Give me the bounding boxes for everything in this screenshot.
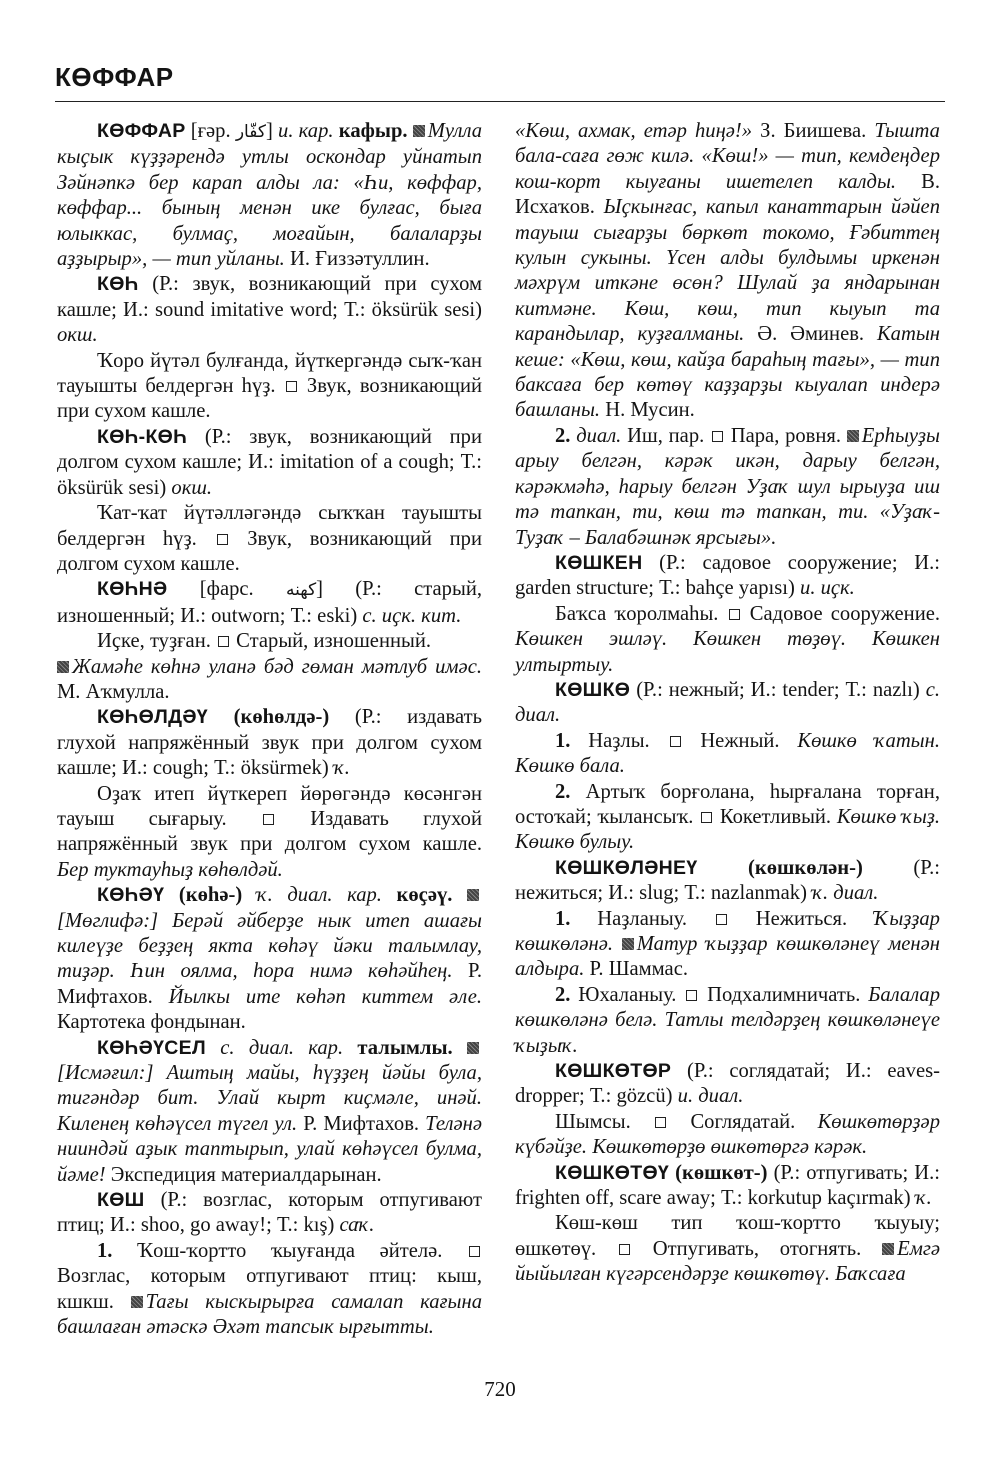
grammar-label: ҡ.	[915, 1187, 932, 1210]
example-marker-icon	[882, 1243, 894, 1255]
entry-koshko	[515, 678, 940, 729]
source: Ә. Әминев.	[757, 323, 865, 346]
headword: КӨҺӘҮ	[97, 884, 165, 907]
example-marker-icon	[413, 125, 425, 137]
entry-koh	[57, 272, 482, 348]
example: Мулла кыҫык күҙҙәрендә утлы оскондар уйнатып Зәйнәпкә бер карап алды ла: «Һи, көффар, көффар... быныӊ менән ике булғас, быға юлыккас, булмаҫ, моғайын, балаларҙы аҙҙырыр», — тип уйланы.	[57, 120, 483, 271]
headword: КӨҺНӘ	[97, 578, 168, 601]
meaning-ru: Возглас, которым отпугивают птиц: кыш, кшкш.	[57, 1265, 482, 1313]
stem: (көшкөт-)	[675, 1161, 768, 1184]
definition: (Р.: садовое сооружение; И.: garden structure; Т.: bahçe yapısı)	[515, 551, 940, 600]
entry-koshkotou	[515, 1161, 940, 1212]
example: Көшкө ҡыҙ. Көшкө булыу.	[515, 805, 941, 854]
headword: КӨҺ	[97, 273, 139, 296]
meaning: Иҫке, туҙған.	[97, 630, 211, 653]
headword: КӨҺ-КӨҺ	[97, 425, 188, 448]
source: М. Аҡмулла.	[57, 680, 170, 703]
meaning-ru: Соглядатай.	[690, 1110, 796, 1133]
grammar-label: окш.	[57, 324, 98, 347]
example: Ҡыҙҙар көшкөләнә.	[515, 907, 940, 955]
meaning: Ҡош-ҡортто ҡыуғанда әйтелә.	[137, 1239, 443, 1262]
sense	[515, 1211, 940, 1287]
grammar-label: ҡ. диал. кар.	[256, 884, 382, 907]
definition: (Р.: издавать глухой напряжённый звук при долгом сухом кашле; И.: cough; Т.: öksürmek)	[57, 706, 482, 780]
example-marker-icon	[847, 430, 859, 442]
source: В. Исхаҡов.	[515, 170, 940, 219]
arabic-script: كهنه	[285, 580, 317, 601]
sense-number: 1.	[97, 1239, 113, 1262]
sense-1	[515, 907, 940, 983]
definition: (Р.: звук, возникающий при сухом кашле; И.: sound imitative word; Т.: öksürük sesi)	[57, 273, 483, 321]
meaning-ru: Нежный.	[700, 729, 780, 752]
source: Р. Шаммас.	[589, 958, 688, 981]
meaning: Ҡоро йүтәл булғанда, йүткергәндә сыҡ-ҡан тауышты белдергән һүҙ.	[57, 349, 482, 398]
meaning: Наҙлы.	[588, 729, 650, 752]
grammar-label: диал.	[576, 424, 622, 447]
meaning: Артыҡ борғолана, һырғалана торған, остоҡай; ҡылансыҡ.	[515, 780, 940, 828]
example: Катын кеше: «Көш, көш, кайҙа бараһың тағы», — тип баксаға бер көтөү каҙҙарҙы кыуалап индерә башланы.	[515, 323, 940, 422]
entry-kohausel	[57, 1036, 482, 1188]
sense	[515, 602, 940, 678]
entry-koholdau	[57, 705, 482, 781]
definition: (Р.: возглас, которым отпугивают птиц; И.: shoo, go away!; Т.: kış)	[57, 1189, 482, 1237]
square-icon	[218, 636, 229, 647]
square-icon	[670, 736, 681, 747]
square-icon	[716, 914, 727, 925]
source: Р. Мифтахов.	[303, 1112, 420, 1135]
etymology-close: ]	[265, 120, 273, 142]
definition: (Р.: нежный; И.: tender; Т.: nazlı)	[636, 678, 920, 701]
meaning: Иш, пар.	[627, 424, 705, 447]
example-marker-icon	[467, 889, 479, 901]
page-number: 720	[484, 1377, 516, 1401]
meaning: Ҡат-ҡат йүтәлләгәндә сыҡҡан тауышты белдергән һүҙ.	[57, 502, 482, 550]
example: Ерһыуҙы арыу белгән, кәрәк икән, дарыу белгән, кәрәкмәһә, һарыу белгән Уҙаҡ шул ырыуҙа иш тә тапкан, ти, көш тә тапкан, ти. «Уҙаҡ-Туҙаҡ – Балабәшнәк ярсығы».	[515, 424, 941, 549]
square-icon	[712, 431, 723, 442]
source: И. Ғиззәтуллин.	[289, 248, 430, 271]
headword: КӨФФАР	[97, 120, 186, 142]
example: Балалар көшкөләнә белә. Татлы телдәрҙең көшкөләнеүе ҡыҙыҡ.	[515, 983, 941, 1057]
example-marker-icon	[131, 1296, 143, 1308]
definition: (Р.: звук, возникающий при долгом сухом кашле; И.: imitation of a cough; Т.: öksürük sesi)	[57, 425, 482, 499]
square-icon	[286, 381, 297, 392]
sense	[57, 782, 482, 884]
example-marker-icon	[622, 938, 634, 950]
example: Жамәһе көһнә уланә бәд гөман мәтлуб имәс.	[72, 655, 482, 678]
headword: КӨҺӘҮСЕЛ	[97, 1036, 206, 1059]
entry-koshkolaneu	[515, 856, 940, 907]
square-icon	[469, 1246, 480, 1257]
example-marker-icon	[467, 1042, 479, 1054]
meaning-ru: Пара, ровня.	[730, 424, 842, 447]
meaning: Юхаланыу.	[578, 983, 677, 1006]
example: [Исмәғил:] Аштың майы, һүҙҙең йәйы була, тигәндәр бит. Улай кырт киҫмәле, инәй. Киленең көһәүсел түгел ул.	[57, 1062, 482, 1135]
grammar-label: с. диал.	[515, 678, 940, 727]
definition: (Р.: соглядатай; И.: eaves-dropper; Т.: gözcü)	[515, 1060, 940, 1108]
grammar-label: ҡ. диал.	[812, 882, 879, 905]
grammar-label: и. кар.	[278, 120, 334, 142]
source: Картотека фондынан.	[57, 1011, 246, 1034]
sense-number: 1.	[555, 729, 571, 752]
sense	[57, 501, 482, 577]
sense	[515, 1110, 940, 1161]
example: Көшкен эшләү. Көшкен төҙөү. Көшкен ултыртыу.	[515, 628, 940, 676]
entry-koshkotor	[515, 1059, 940, 1110]
example: Теләнә нииндәй аҙык таптырып, улай көһәүсел булма, йәме!	[57, 1112, 482, 1186]
sense-number: 2.	[555, 983, 571, 1006]
grammar-label: и. иҫк.	[800, 577, 855, 600]
meaning-ru: Нежиться.	[755, 907, 848, 930]
meaning-ru: Подхалимничать.	[707, 983, 861, 1006]
arabic-script: كفّار	[235, 122, 266, 142]
square-icon	[655, 1117, 666, 1128]
translation: көҫәү.	[396, 884, 453, 907]
sense	[57, 349, 482, 425]
grammar-label: саҡ.	[339, 1214, 375, 1237]
example: Йылкы ите көһәп киттем әле.	[168, 985, 482, 1008]
header-rule	[55, 101, 945, 102]
square-icon	[686, 990, 697, 1001]
example: [Мөглифә:] Берәй әйберҙе нык итеп ашағы килеүҙе беҙҙең якта көһәү йәки талымлау, тиҙәр. Һин оялма, һора нимә көһәйһең.	[57, 909, 482, 983]
grammar-label: ҡ.	[333, 757, 350, 780]
etymology: [фарс.	[199, 578, 254, 601]
etymology: [ғәр.	[190, 120, 231, 142]
meaning: Көш-көш тип ҡош-ҡортто ҡыуыу; өшкөтөү.	[515, 1212, 940, 1260]
sense	[57, 629, 482, 654]
translation: талымлы.	[357, 1036, 453, 1059]
square-icon	[263, 814, 274, 825]
stem: (көһә-)	[178, 884, 243, 907]
source: Р. Мифтахов.	[57, 960, 482, 1008]
entry-kosh	[57, 1188, 482, 1239]
meaning: Баҡса ҡоролмаһы.	[555, 602, 719, 625]
example: Тышта бала-саға гөж килә. «Көш!» — тип, кемдеңдер кош-корт кыуғаны ишетелеп калды.	[515, 120, 940, 193]
example: Көшкө ҡатын. Көшкө бала.	[515, 729, 940, 778]
stem: (көһөлдә-)	[233, 706, 330, 729]
meaning: Шымсы.	[555, 1110, 631, 1133]
entry-koffar	[57, 119, 482, 272]
square-icon	[729, 609, 740, 620]
grammar-label: окш.	[171, 476, 213, 499]
meaning-ru: Звук, возникающий при сухом кашле.	[57, 375, 482, 423]
meaning-ru: Кокетливый.	[719, 805, 832, 828]
sense-1-continued	[515, 119, 940, 424]
headword: КӨШКӨ	[555, 678, 631, 701]
square-icon	[701, 812, 712, 823]
grammar-label: с. иҫк. кит.	[362, 604, 462, 627]
headword: КӨШКӨЛӘНЕҮ	[555, 856, 698, 879]
sense-2	[515, 983, 940, 1059]
definition: (Р.: отпугивать; И.: frighten off, scare away; Т.: korkutup kaçırmak)	[515, 1161, 940, 1210]
sense-1	[515, 729, 940, 780]
headword: КӨШКӨТӨР	[555, 1060, 672, 1083]
sense-number: 2.	[555, 780, 571, 803]
entry-kohkoh	[57, 425, 482, 501]
entry-kohau	[57, 883, 482, 1035]
meaning-ru: Издавать глухой напряжённый звук при долгом сухом кашле.	[57, 807, 482, 856]
sense-number: 1.	[555, 907, 571, 930]
example-marker-icon	[57, 661, 69, 673]
example: Тағы кыскырырға самалап кағына башлаған әтәскә Әхәт тапсык ырғытты.	[57, 1290, 482, 1339]
sense-2	[515, 424, 940, 551]
sense-2	[515, 780, 940, 856]
right-column	[515, 119, 940, 1288]
example: Көшкөтөрҙәр күбәйҙе. Көшкөтөрҙө өшкөтөргә кәрәк.	[515, 1110, 940, 1159]
meaning: Оҙаҡ итеп йүткереп йөрөгәндә көсәнгән тауыш сығарыу.	[57, 782, 482, 830]
grammar-label: и. диал.	[677, 1085, 744, 1108]
source: З. Биишева.	[760, 120, 867, 142]
example: «Көш, ахмак, етәр һиңә!»	[515, 120, 753, 142]
meaning: Наҙланыу.	[597, 907, 688, 930]
source: Экспедиция материалдарынан.	[110, 1163, 382, 1186]
running-head: КӨФФАР	[55, 62, 174, 92]
entry-koshken	[515, 551, 940, 602]
sense-number: 2.	[555, 424, 571, 447]
translation: кафыр.	[338, 120, 408, 142]
square-icon	[619, 1244, 630, 1255]
headword: КӨШКӨТӨҮ	[555, 1161, 670, 1184]
example: Бер туктауһыҙ көһөлдәй.	[57, 858, 283, 881]
grammar-label: с. диал. кар.	[220, 1036, 344, 1059]
headword: КӨҺӨЛДӘҮ	[97, 706, 208, 729]
example: Ыҫкынғас, капыл канаттарын йәйеп тауыш сығарҙы бөркөт токомо, Ғәбиттең кулын сукыны. Үсен алды булдымы иркенән мәхрүм иткәне өсөн? Шулай ҙа яндарынан китмәне. Көш, көш, тип кыуып та карандылар, куҙғалманы.	[515, 196, 940, 346]
entry-kohna	[57, 577, 482, 629]
headword: КӨШ	[97, 1189, 145, 1212]
source: Н. Мусин.	[605, 399, 695, 422]
example: Емгә йыйылған күгәрсендәрҙе көшкөтөү. Баҡсаға	[515, 1237, 941, 1286]
stem: (көшкөлән-)	[748, 856, 863, 879]
sense-1	[57, 1239, 482, 1341]
definition: (Р.: нежиться; И.: slug; Т.: nazlanmak)	[515, 856, 940, 905]
headword: КӨШКЕН	[555, 551, 643, 574]
left-column	[57, 119, 482, 1341]
definition: ] (Р.: старый, изношенный; И.: outworn; Т.: eski)	[57, 578, 482, 627]
example: Матур ҡыҙҙар көшкөләнеү менән алдыра.	[515, 933, 940, 981]
meaning-ru: Звук, возникающий при долгом сухом кашле.	[57, 527, 482, 575]
meaning-ru: Старый, изношенный.	[236, 630, 431, 653]
meaning-ru: Садовое сооружение.	[749, 602, 940, 625]
meaning-ru: Отпугивать, отогнять.	[652, 1237, 862, 1260]
sense-example	[57, 655, 482, 706]
square-icon	[217, 534, 228, 545]
